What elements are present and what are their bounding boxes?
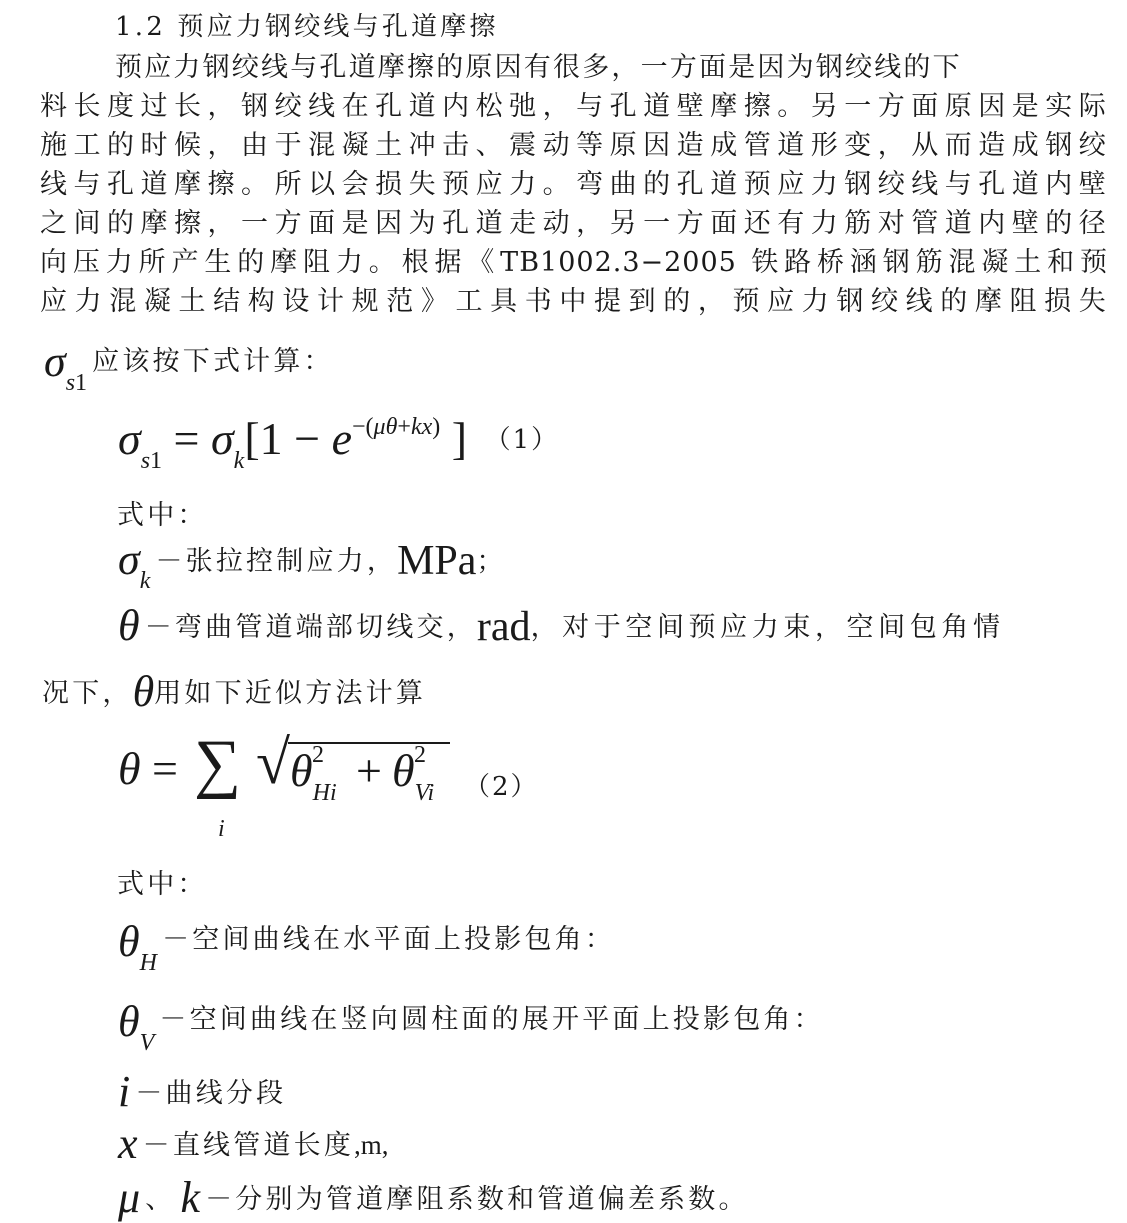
sigma-s1-intro: $\sigma_{s1}$ 应该按下式计算： xyxy=(44,337,334,396)
def-x: x －直线管道长度,m, xyxy=(118,1119,389,1168)
def-i: i －曲线分段 xyxy=(118,1067,287,1116)
paragraph-line: 施工的时候，由于混凝土冲击、震动等原因造成管道形变，从而造成钢绞 xyxy=(40,130,1108,161)
paragraph-line: 向压力所产生的摩阻力。根据《TB1002.3−2005 铁路桥涵钢筋混凝土和预 xyxy=(40,247,1108,278)
sigma-s1-symbol: $\sigma_{s1}$ xyxy=(44,337,88,396)
def-theta-v: $\theta_V$ －空间曲线在竖向圆柱面的展开平面上投影包角： xyxy=(118,997,824,1056)
where-label: 式中： xyxy=(117,500,208,531)
def-sigma-k: $\sigma_k$ －张拉控制应力，MPa； xyxy=(118,535,507,594)
sum-sign: ∑ xyxy=(194,727,242,800)
section-heading: 1.2 预应力钢绞线与孔道摩擦 xyxy=(115,12,499,42)
equation-1-number: （1） xyxy=(484,425,560,455)
equation-2: θ = ∑ i √ $\theta_{Hi}$ 2 + $\theta_{Vi}$ 2 （2） xyxy=(118,727,539,842)
paragraph xyxy=(40,48,1108,321)
where-label: 式中： xyxy=(117,869,208,900)
paragraph-line: 线与孔道摩擦。所以会损失预应力。弯曲的孔道预应力钢绞线与孔道内壁 xyxy=(40,169,1108,200)
paragraph-line: 料长度过长，钢绞线在孔道内松弛，与孔道壁摩擦。另一方面原因是实际 xyxy=(40,91,1108,122)
def-theta-line-2: 况下，θ用如下近似方法计算 xyxy=(42,667,427,716)
equation-1 xyxy=(118,412,559,475)
def-theta: θ －弯曲管道端部切线交，rad，对于空间预应力束，空间包角情 xyxy=(118,601,1005,650)
equation-2-number: （2） xyxy=(464,772,539,802)
def-mu-k: μ 、 k －分别为管道摩阻系数和管道偏差系数。 xyxy=(118,1173,749,1222)
sqrt-sign: √ xyxy=(256,729,291,797)
paragraph-line: 应力混凝土结构设计规范》工具书中提到的，预应力钢绞线的摩阻损失 xyxy=(40,286,1108,317)
def-theta-h: $\theta_H$ －空间曲线在水平面上投影包角： xyxy=(118,917,616,976)
equation-1-formula: $\sigma_{s1} = \sigma_k[1 - e^{-(\mu\theta+kx)}$ ] xyxy=(118,413,468,474)
paragraph-line: 之间的摩擦，一方面是因为孔道走动，另一方面还有力筋对管道内壁的径 xyxy=(40,208,1108,239)
paragraph-line: 预应力钢绞线与孔道摩擦的原因有很多，一方面是因为钢绞线的下 xyxy=(115,52,962,83)
